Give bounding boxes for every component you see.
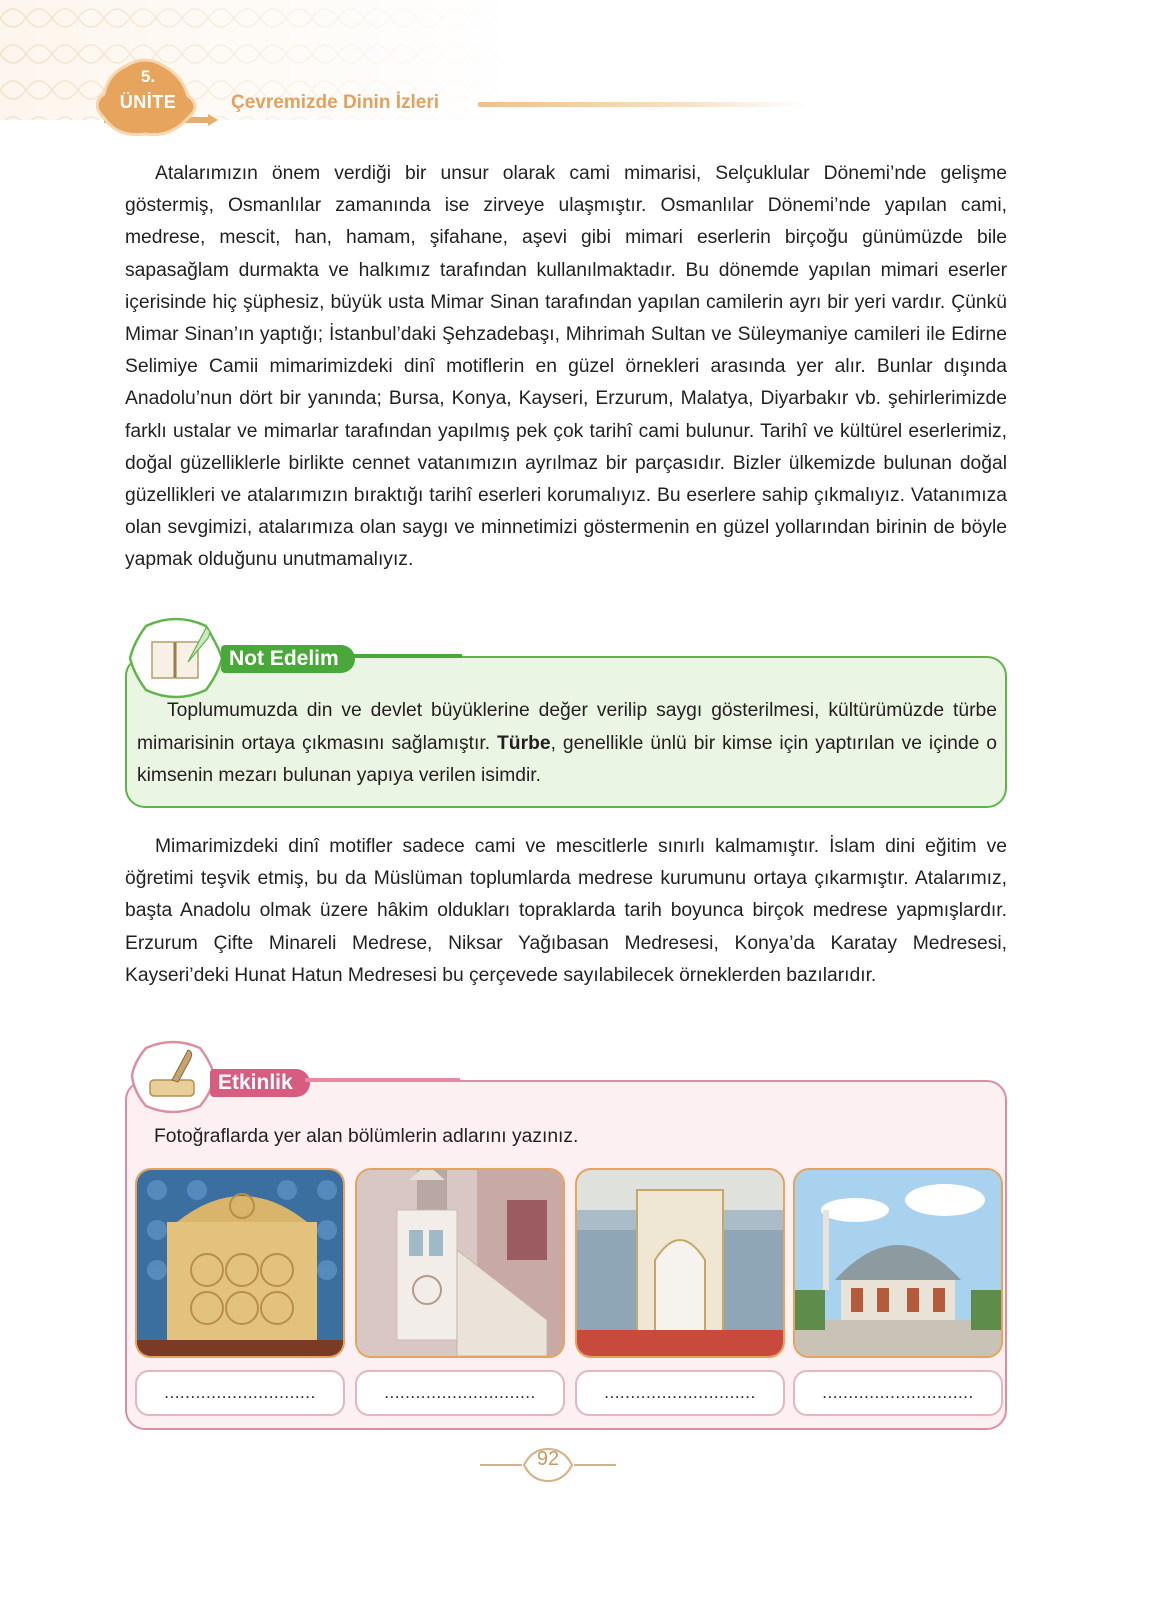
- note-text-start: Toplumumuzda din ve devlet büyüklerine değer verilip saygı gösterilmesi, kültürümüzde türbe mimarisinin ortaya çıkmasını sağlamıştır.: [137, 700, 997, 754]
- activity-instruction: Fotoğraflarda yer alan bölümlerin adlarını yazınız.: [154, 1126, 579, 1147]
- body-paragraph-2: Mimarimizdeki dinî motifler sadece cami ve mescitlerle sınırlı kalmamıştır. İslam dini eğitim ve öğretimi teşvik etmiş, bu da Müslüman toplumlarda medrese kurumunu ortaya çıkarmıştır. Atalarımız, başta Anadolu olmak üzere hâkim oldukları topraklarda tarih boyunca birçok medrese yapmışlardır. Erzurum Çifte Minareli Medrese, Niksar Yağıbasan Medresesi, Konya’da Karatay Medresesi, Kayseri’deki Hunat Hatun Medresesi bu çerçevede sayılabilecek örneklerden bazılarıdır.: [125, 836, 1007, 986]
- note-text: [137, 695, 997, 793]
- note-text-end: , genellikle ünlü bir kimse için yaptırılan ve içinde o kimsenin mezarı bulunan yapıya verilen isimdir.: [137, 732, 997, 786]
- page-number: 92: [536, 1448, 560, 1470]
- answer-field-1[interactable]: .............................: [135, 1370, 345, 1416]
- unit-number: 5.: [140, 67, 156, 86]
- answer-field-4[interactable]: .............................: [793, 1370, 1003, 1416]
- scroll-quill-icon: [128, 1040, 218, 1114]
- answer-field-2[interactable]: .............................: [355, 1370, 565, 1416]
- note-title: Not Edelim: [229, 647, 339, 670]
- photo-minber: [355, 1168, 565, 1358]
- activity-title-line: [305, 1078, 460, 1082]
- page-header-title: Çevremizde Dinin İzleri: [231, 92, 440, 113]
- activity-title: Etkinlik: [218, 1071, 293, 1094]
- unit-label: ÜNİTE: [119, 92, 177, 112]
- body-paragraph-1: Atalarımızın önem verdiği bir unsur olarak cami mimarisi, Selçuklular Dönemi’nde gelişme göstermiş, Osmanlılar zamanında ise zirveye ulaşmıştır. Osmanlılar Dönemi’nde yapılan cami, medrese, mescit, han, hamam, şifahane, aşevi gibi mimari eserlerin birçoğu günümüzde bile sapasağlam durmakta ve halkımız tarafından kullanılmaktadır. Bu dönemde yapılan mimari eserler içerisinde hiç şüphesiz, büyük usta Mimar Sinan tarafından yapılan camilerin ayrı bir yeri vardır. Çünkü Mimar Sinan’ın yaptığı; İstanbul’daki Şehzadebaşı, Mihrimah Sultan ve Süleymaniye camileri ile Edirne Selimiye Camii mimarimizdeki dinî motiflerin en güzel örnekleri arasında yer alır. Bunlar dışında Anadolu’nun dört bir yanında; Bursa, Konya, Kayseri, Erzurum, Malatya, Diyarbakır vb. şehirlerimizde farklı ustalar ve mimarlar tarafından yapılmış pek çok tarihî cami bulunur. Tarihî ve kültürel eserlerimiz, doğal güzelliklerle birlikte cennet vatanımızın ayrılmaz bir parçasıdır. Bizler ülkemizde bulunan doğal güzellikleri ve atalarımızın bıraktığı tarihî eserleri korumalıyız. Bu eserlere sahip çıkmalıyız. Vatanımıza olan sevgimizi, atalarımıza olan saygı ve minnetimizi göstermenin en güzel yollarından birinin de böyle yapmak olduğunu unutmamalıyız.: [125, 163, 1007, 571]
- answer-field-3[interactable]: .............................: [575, 1370, 785, 1416]
- book-quill-icon: [126, 616, 226, 700]
- photo-mihrap: [575, 1168, 785, 1358]
- photo-kursu: [135, 1168, 345, 1358]
- header-divider: [478, 102, 808, 107]
- photo-sadirvan: [793, 1168, 1003, 1358]
- note-title-line: [350, 654, 462, 658]
- note-bold-term: Türbe: [497, 732, 551, 754]
